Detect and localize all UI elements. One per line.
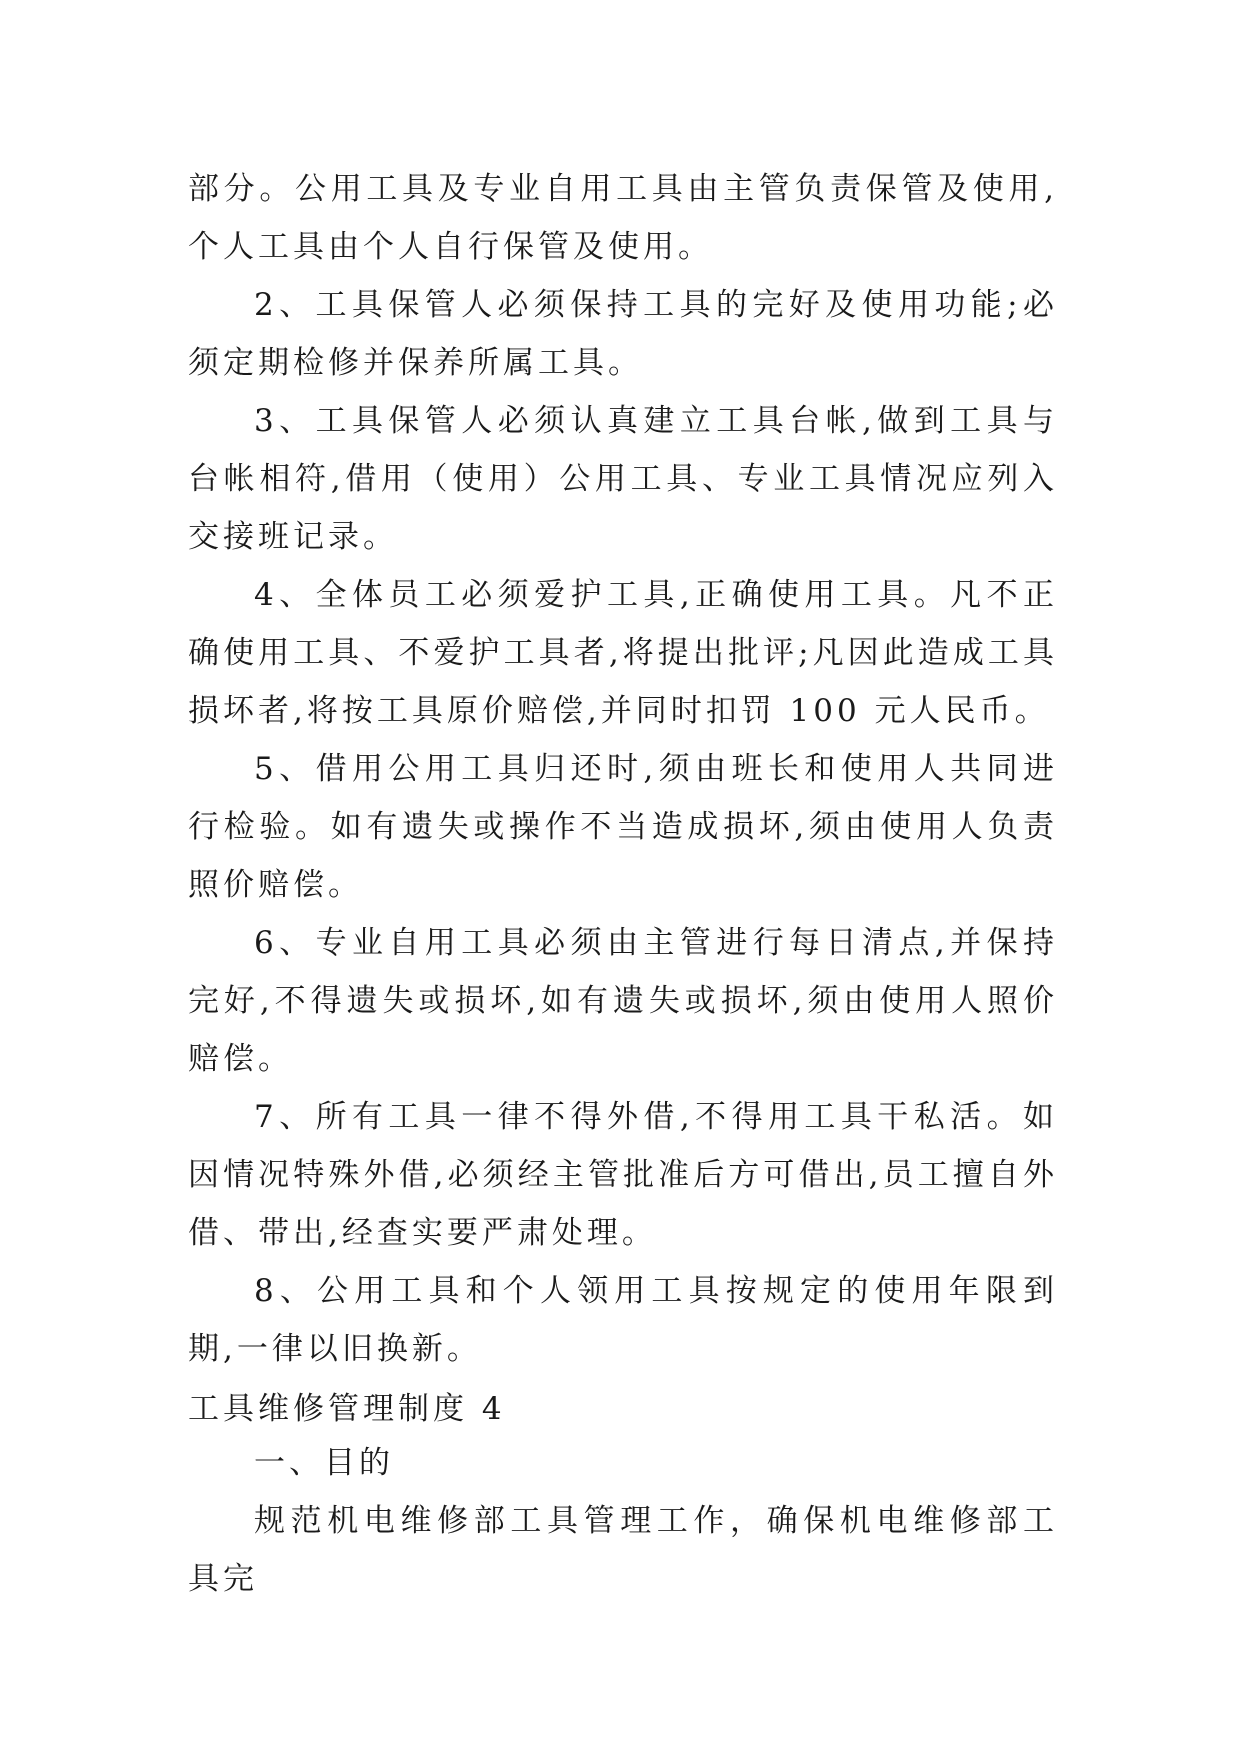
section-title: 工具维修管理制度 4 (188, 1391, 506, 1427)
paragraph-item-3: 3、工具保管人必须认真建立工具台帐,做到工具与台帐相符,借用（使用）公用工具、专业工具情况应列入交接班记录。 (188, 403, 1058, 555)
section-paragraph: 规范机电维修部工具管理工作，确保机电维修部工具完 (188, 1503, 1058, 1597)
paragraph-item-4: 4、全体员工必须爱护工具,正确使用工具。凡不正确使用工具、不爱护工具者,将提出批评;凡因此造成工具损坏者,将按工具原价赔偿,并同时扣罚 100 元人民币。 (188, 577, 1058, 729)
paragraph-item-2: 2、工具保管人必须保持工具的完好及使用功能;必须定期检修并保养所属工具。 (188, 287, 1058, 381)
document-body (188, 160, 1058, 1378)
paragraph-continuation: 部分。公用工具及专业自用工具由主管负责保管及使用,个人工具由个人自行保管及使用。 (188, 171, 1058, 265)
paragraph-item-6: 6、专业自用工具必须由主管进行每日清点,并保持完好,不得遗失或损坏,如有遗失或损坏,须由使用人照价赔偿。 (188, 925, 1058, 1077)
section-body (188, 1434, 1058, 1608)
section-heading: 一、目的 (254, 1445, 394, 1481)
paragraph-item-8: 8、公用工具和个人领用工具按规定的使用年限到期,一律以旧换新。 (188, 1273, 1058, 1367)
paragraph-item-7: 7、所有工具一律不得外借,不得用工具干私活。如因情况特殊外借,必须经主管批准后方可借出,员工擅自外借、带出,经查实要严肃处理。 (188, 1099, 1058, 1251)
paragraph-item-5: 5、借用公用工具归还时,须由班长和使用人共同进行检验。如有遗失或操作不当造成损坏,须由使用人负责照价赔偿。 (188, 751, 1058, 903)
